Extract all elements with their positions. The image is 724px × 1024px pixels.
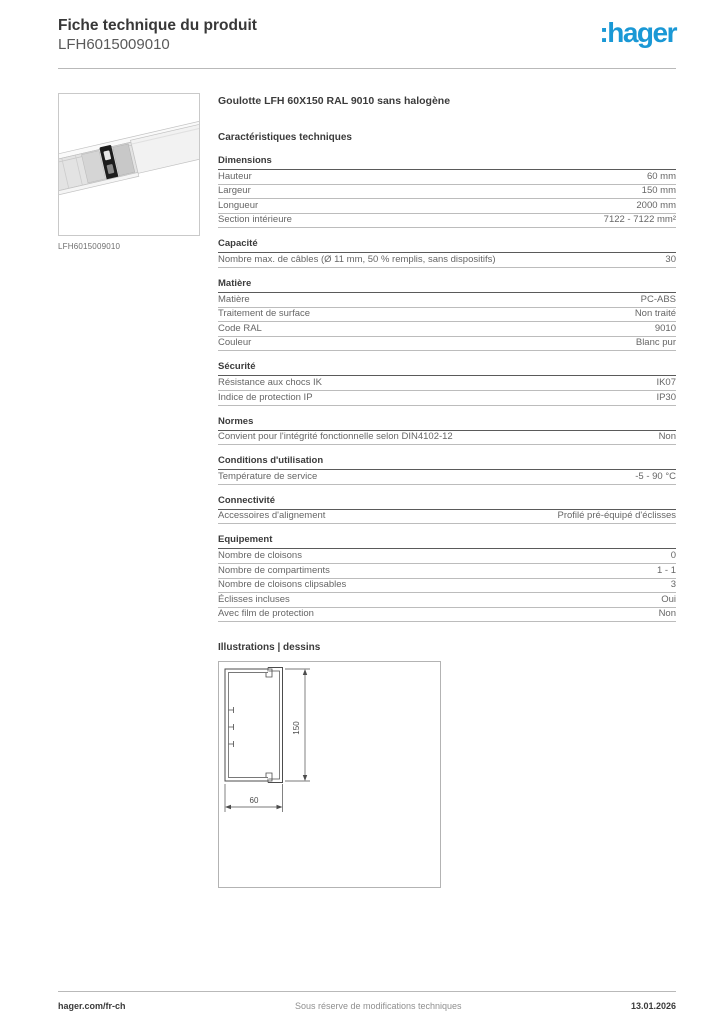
characteristics-heading: Caractéristiques techniques bbox=[218, 132, 352, 143]
spec-sections-container bbox=[218, 145, 676, 622]
spec-section-title: Capacité bbox=[218, 228, 676, 253]
spec-section-title: Dimensions bbox=[218, 145, 676, 170]
image-caption: LFH6015009010 bbox=[58, 242, 121, 251]
spec-section bbox=[218, 228, 676, 268]
spec-value: IP30 bbox=[656, 391, 676, 403]
spec-value: 150 mm bbox=[641, 185, 676, 197]
spec-row bbox=[218, 253, 676, 268]
page-title: Fiche technique du produit bbox=[58, 17, 257, 34]
spec-section bbox=[218, 485, 676, 525]
spec-value: Non bbox=[658, 608, 676, 620]
spec-section-title: Matière bbox=[218, 268, 676, 293]
page-footer bbox=[58, 991, 676, 1011]
spec-value: -5 - 90 °C bbox=[635, 470, 676, 482]
spec-section bbox=[218, 406, 676, 446]
spec-section-title: Normes bbox=[218, 406, 676, 431]
left-column bbox=[58, 93, 200, 888]
technical-drawing bbox=[218, 661, 441, 888]
spec-label: Convient pour l'intégrité fonctionnelle selon DIN4102-12 bbox=[218, 431, 453, 443]
spec-row bbox=[218, 185, 676, 200]
spec-value: 7122 - 7122 mm² bbox=[603, 214, 676, 226]
spec-row bbox=[218, 470, 676, 485]
spec-label: Longueur bbox=[218, 199, 259, 211]
spec-label: Avec film de protection bbox=[218, 608, 314, 620]
spec-section-title: Equipement bbox=[218, 524, 676, 549]
trunking-render-graphic bbox=[59, 94, 199, 235]
cross-section-drawing bbox=[219, 662, 440, 887]
spec-value: 2000 mm bbox=[636, 199, 676, 211]
spec-row bbox=[218, 549, 676, 564]
spec-row bbox=[218, 391, 676, 406]
footer-divider bbox=[58, 991, 676, 992]
spec-value: 3 bbox=[670, 579, 676, 591]
spec-row bbox=[218, 322, 676, 337]
footer-website: hager.com/fr-ch bbox=[58, 1001, 126, 1011]
drawing-width-dimension: 60 bbox=[249, 796, 259, 806]
spec-section bbox=[218, 524, 676, 622]
spec-value: 30 bbox=[665, 253, 676, 265]
spec-value: 1 - 1 bbox=[656, 564, 676, 576]
spec-row bbox=[218, 376, 676, 391]
spec-label: Matière bbox=[218, 293, 250, 305]
spec-label: Code RAL bbox=[218, 322, 262, 334]
spec-row bbox=[218, 170, 676, 185]
spec-label: Hauteur bbox=[218, 170, 252, 182]
spec-label: Nombre de compartiments bbox=[218, 564, 330, 576]
spec-label: Résistance aux chocs IK bbox=[218, 376, 323, 388]
spec-label: Nombre de cloisons bbox=[218, 549, 302, 561]
hager-logo: :hager bbox=[599, 17, 676, 48]
product-reference: LFH6015009010 bbox=[58, 35, 170, 53]
spec-value: 60 mm bbox=[646, 170, 676, 182]
spec-label: Température de service bbox=[218, 470, 318, 482]
spec-value: Non traité bbox=[634, 308, 676, 320]
spec-label: Indice de protection IP bbox=[218, 391, 313, 403]
spec-value: Non bbox=[658, 431, 676, 443]
spec-label: Traitement de surface bbox=[218, 308, 311, 320]
spec-row bbox=[218, 431, 676, 446]
page-header bbox=[58, 17, 676, 53]
spec-label: Nombre de cloisons clipsables bbox=[218, 579, 347, 591]
spec-label: Nombre max. de câbles (Ø 11 mm, 50 % remplis, sans dispositifs) bbox=[218, 253, 496, 265]
spec-section-title: Conditions d'utilisation bbox=[218, 445, 676, 470]
spec-value: IK07 bbox=[656, 376, 676, 388]
main-column bbox=[218, 93, 676, 888]
spec-value: Oui bbox=[661, 593, 676, 605]
spec-label: Accessoires d'alignement bbox=[218, 510, 326, 522]
spec-section bbox=[218, 351, 676, 405]
illustrations-heading: Illustrations | dessins bbox=[218, 642, 321, 654]
spec-value: 0 bbox=[670, 549, 676, 561]
spec-row bbox=[218, 593, 676, 608]
header-titles bbox=[58, 17, 257, 53]
product-title: Goulotte LFH 60X150 RAL 9010 sans halogène bbox=[218, 95, 451, 107]
spec-section bbox=[218, 268, 676, 351]
spec-row bbox=[218, 608, 676, 623]
spec-row bbox=[218, 510, 676, 525]
spec-row bbox=[218, 293, 676, 308]
spec-label: Largeur bbox=[218, 185, 251, 197]
footer-disclaimer: Sous réserve de modifications techniques bbox=[294, 1001, 462, 1011]
spec-value: 9010 bbox=[654, 322, 676, 334]
spec-row bbox=[218, 199, 676, 214]
spec-section-title: Connectivité bbox=[218, 485, 676, 510]
spec-row bbox=[218, 564, 676, 579]
spec-row bbox=[218, 579, 676, 594]
drawing-height-dimension: 150 bbox=[292, 721, 301, 735]
spec-section-title: Sécurité bbox=[218, 351, 676, 376]
spec-value: Profilé pré-équipé d'éclisses bbox=[557, 510, 676, 522]
spec-label: Couleur bbox=[218, 337, 252, 349]
footer-date: 13.01.2026 bbox=[630, 1001, 676, 1011]
spec-label: Éclisses incluses bbox=[218, 593, 290, 605]
spec-value: Blanc pur bbox=[635, 337, 676, 349]
spec-section bbox=[218, 145, 676, 228]
spec-value: PC-ABS bbox=[640, 293, 676, 305]
spec-row bbox=[218, 337, 676, 352]
spec-section bbox=[218, 445, 676, 485]
spec-row bbox=[218, 308, 676, 323]
product-image bbox=[58, 93, 200, 236]
spec-row bbox=[218, 214, 676, 229]
header-divider bbox=[58, 68, 676, 69]
spec-label: Section intérieure bbox=[218, 214, 292, 226]
content-area bbox=[58, 93, 676, 888]
